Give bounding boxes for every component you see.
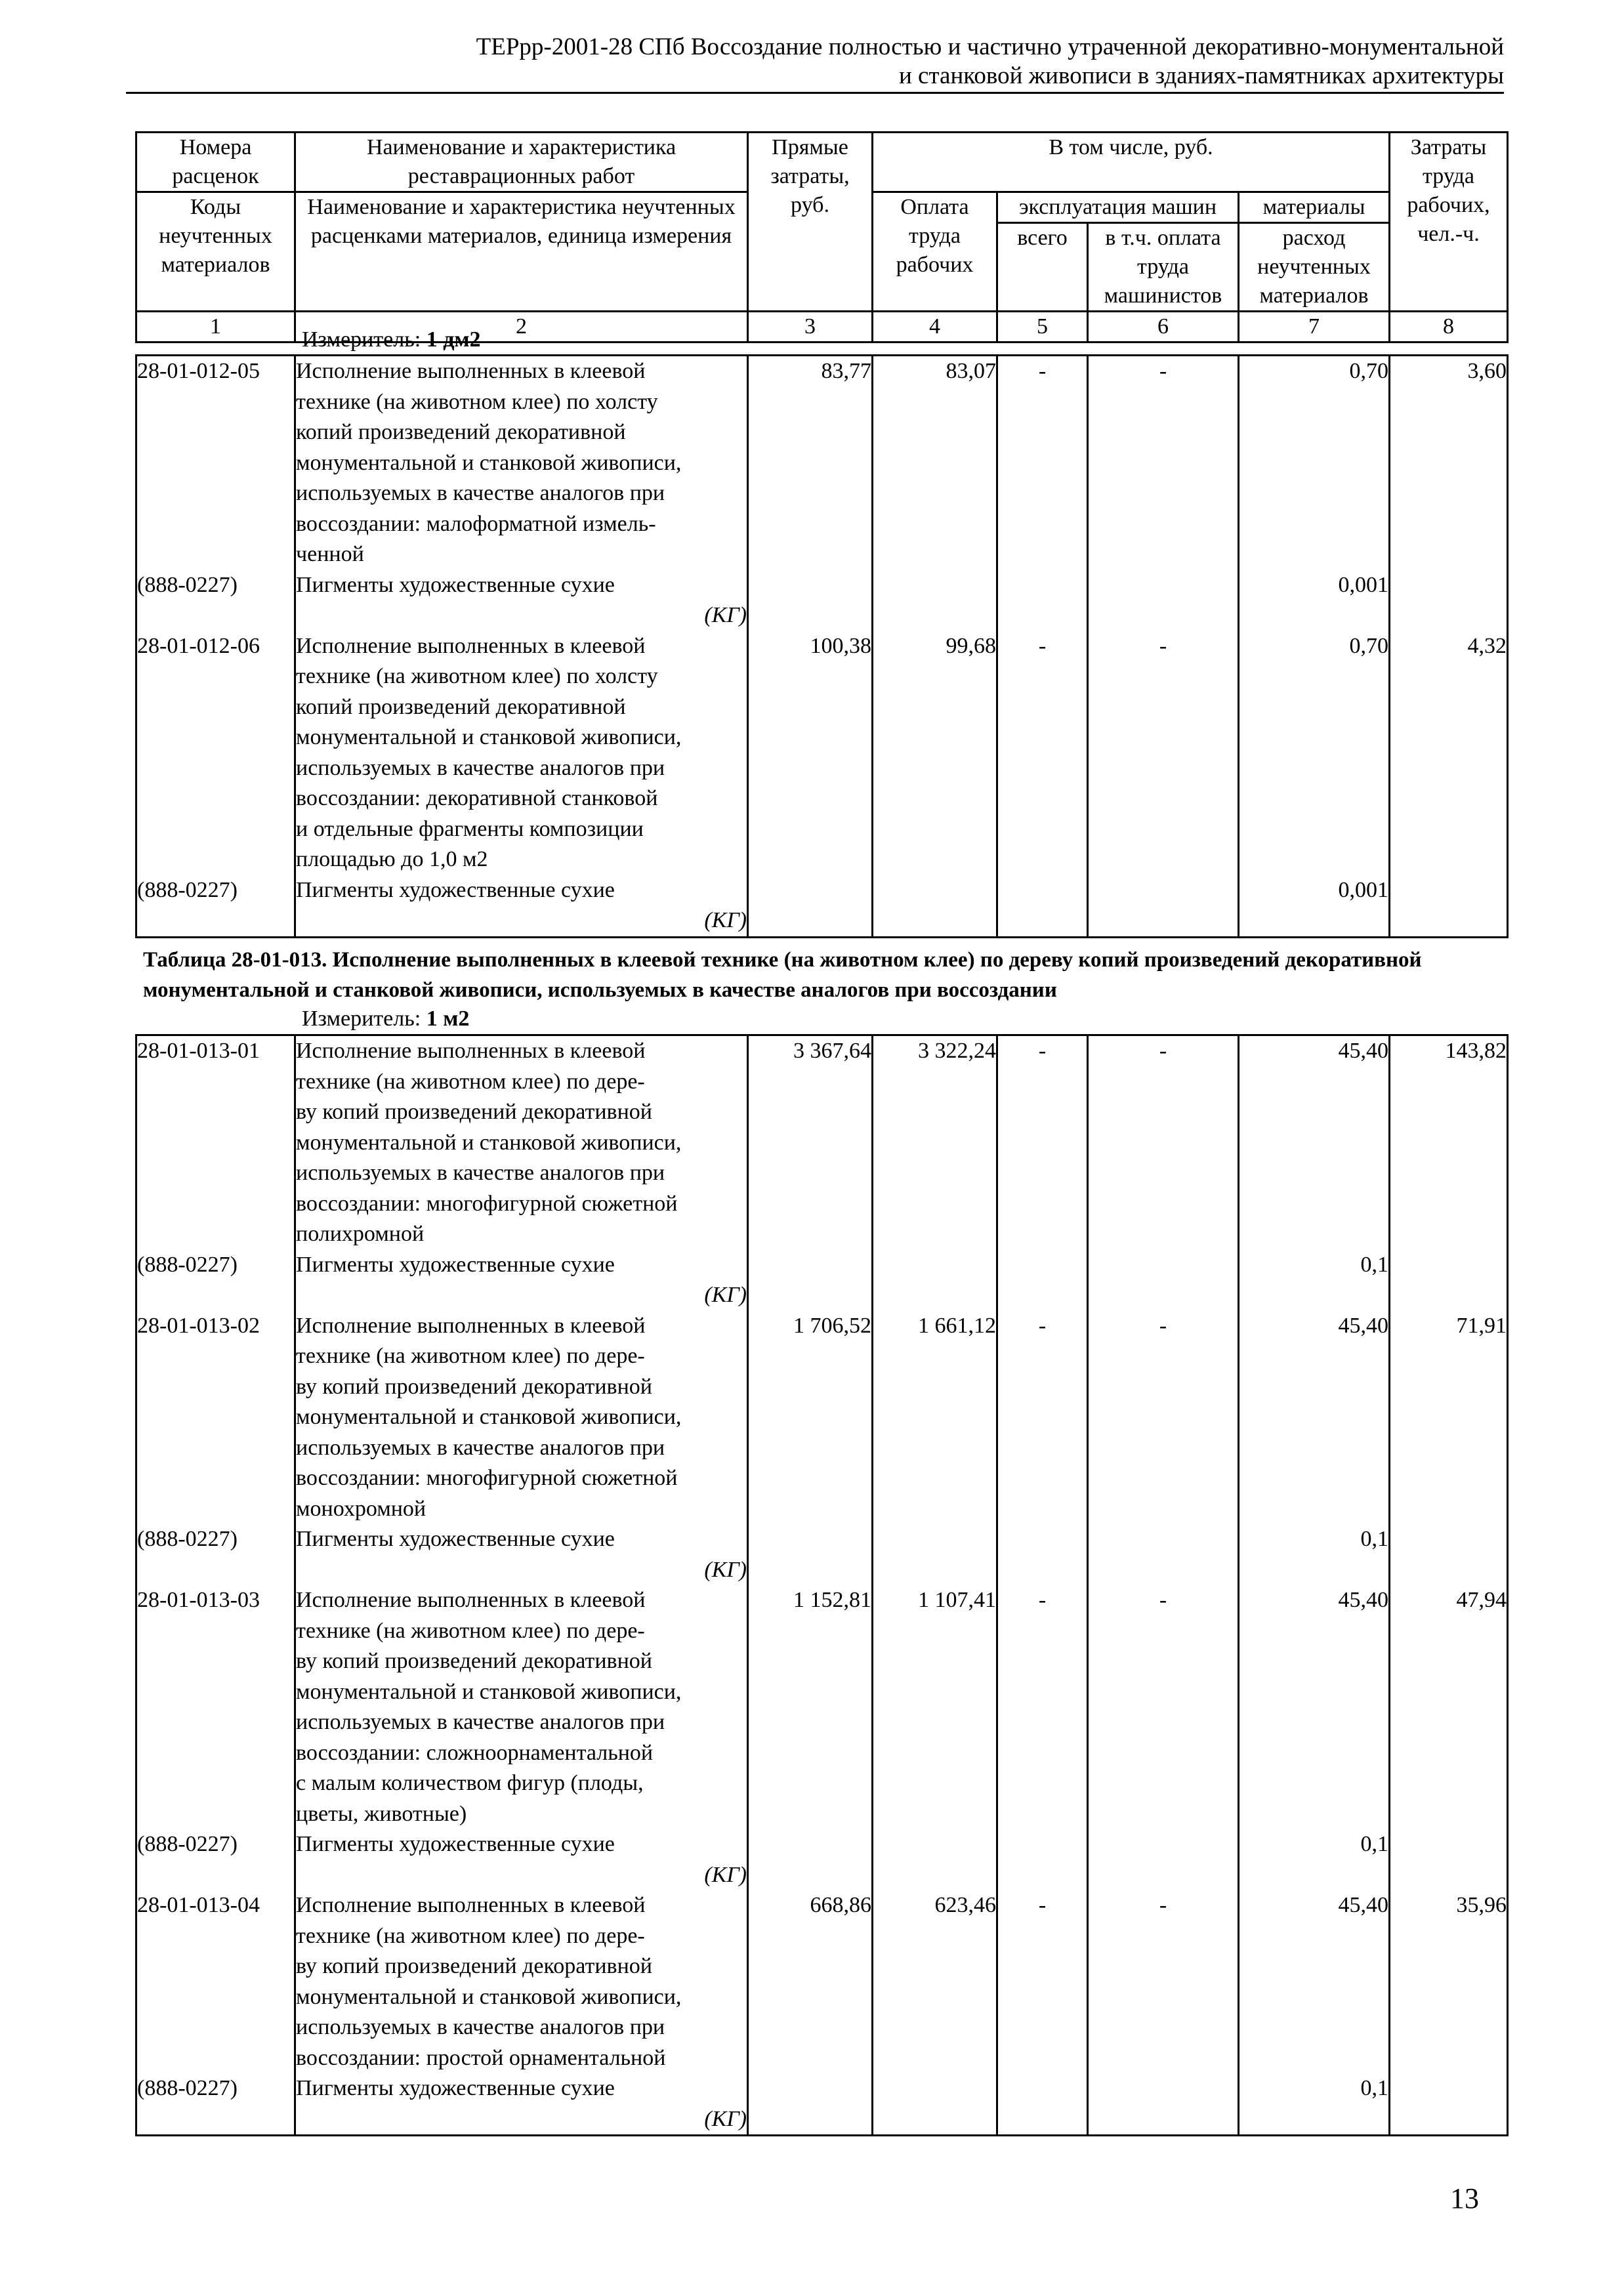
header-material-name: Наименование и характеристика неучтенных расценками материалов, единица измерения [295, 192, 748, 312]
header-line-2: и станковой живописи в зданиях-памятниках архитектуры [898, 62, 1504, 89]
description-line: технике (на животном клее) по холсту [296, 389, 658, 414]
description-line: технике (на животном клее) по дере- [296, 1069, 645, 1094]
material-name-cell [295, 2073, 748, 2136]
empty-cell [748, 1250, 873, 1311]
worker-pay: 83,07 [873, 356, 997, 570]
empty-cell [997, 1524, 1088, 1585]
empty-cell [997, 570, 1088, 631]
rate-row [136, 1585, 1508, 1829]
empty-cell [873, 1829, 997, 1890]
direct-cost: 1 706,52 [748, 1311, 873, 1525]
column-number: 4 [873, 312, 997, 343]
empty-cell [1390, 570, 1508, 631]
work-description [295, 356, 748, 570]
material-code: (888-0227) [136, 2073, 295, 2136]
empty-cell [748, 2073, 873, 2136]
labor-hours: 35,96 [1390, 1890, 1508, 2073]
material-name-cell [295, 1829, 748, 1890]
empty-cell [997, 875, 1088, 938]
empty-cell [748, 1524, 873, 1585]
material-name: Пигменты художественные сухие [296, 2076, 615, 2100]
description-line: ву копий произведений декоративной [296, 1649, 652, 1673]
machinist-pay: - [1088, 1890, 1239, 2073]
worker-pay: 1 107,41 [873, 1585, 997, 1829]
description-line: воссоздании: многофигурной сюжетной [296, 1191, 678, 1216]
empty-cell [1088, 1829, 1239, 1890]
column-number: 5 [997, 312, 1088, 343]
empty-cell [1088, 570, 1239, 631]
worker-pay: 3 322,24 [873, 1035, 997, 1250]
material-quantity: 0,1 [1239, 1524, 1390, 1585]
header-including: В том числе, руб. [873, 133, 1390, 192]
description-line: используемых в качестве аналогов при [296, 1710, 665, 1734]
column-header-table [135, 131, 1509, 343]
material-row [136, 570, 1508, 631]
description-line: ву копий произведений декоративной [296, 1100, 652, 1124]
direct-cost: 3 367,64 [748, 1035, 873, 1250]
machinist-pay: - [1088, 1035, 1239, 1250]
description-line: Исполнение выполненных в клеевой [296, 1039, 646, 1063]
material-unit: (КГ) [704, 1557, 747, 1582]
description-line: копий произведений декоративной [296, 694, 626, 719]
material-quantity: 0,1 [1239, 1250, 1390, 1311]
description-line: монументальной и станковой живописи, [296, 1130, 682, 1155]
material-name: Пигменты художественные сухие [296, 1832, 615, 1856]
material-quantity: 0,001 [1239, 570, 1390, 631]
empty-cell [873, 2073, 997, 2136]
table-caption: Таблица 28-01-013. Исполнение выполненных в клеевой технике (на животном клее) по дереву копий произведений декоративной монументальной и станковой живописи, используемых в качестве аналогов при воссоздании [143, 948, 1422, 1002]
description-line: площадью до 1,0 м2 [296, 847, 488, 871]
column-number: 7 [1239, 312, 1390, 343]
material-code: (888-0227) [136, 1829, 295, 1890]
material-name: Пигменты художественные сухие [296, 572, 615, 597]
description-line: монохромной [296, 1496, 427, 1521]
header-machinist-pay: в т.ч. оплата труда машинистов [1088, 223, 1239, 312]
description-line: Исполнение выполненных в клеевой [296, 1588, 646, 1612]
description-line: технике (на животном клее) по холсту [296, 664, 658, 688]
description-line: и отдельные фрагменты композиции [296, 816, 644, 841]
material-code: (888-0227) [136, 1250, 295, 1311]
rates-table-013 [135, 1034, 1509, 2136]
rate-code: 28-01-012-05 [136, 356, 295, 570]
direct-cost: 83,77 [748, 356, 873, 570]
rate-code: 28-01-012-06 [136, 631, 295, 875]
description-line: используемых в качестве аналогов при [296, 2015, 665, 2039]
materials-cost: 45,40 [1239, 1585, 1390, 1829]
empty-cell [997, 1829, 1088, 1890]
description-line: Исполнение выполненных в клеевой [296, 359, 646, 383]
material-unit: (КГ) [704, 1862, 747, 1887]
measure-value: 1 м2 [426, 1007, 470, 1031]
description-line: монументальной и станковой живописи, [296, 725, 682, 749]
empty-cell [1390, 1250, 1508, 1311]
machinist-pay: - [1088, 1585, 1239, 1829]
description-line: воссоздании: сложноорнаментальной [296, 1740, 654, 1765]
material-unit: (КГ) [704, 603, 747, 627]
rate-row [136, 1890, 1508, 2073]
empty-cell [997, 1250, 1088, 1311]
column-number: 2 [295, 312, 748, 343]
empty-cell [1390, 875, 1508, 938]
materials-cost: 45,40 [1239, 1890, 1390, 2073]
header-labor-hours: Затраты труда рабочих, чел.-ч. [1390, 133, 1508, 312]
header-direct-costs: Прямые затраты, руб. [748, 133, 873, 312]
description-line: цветы, животные) [296, 1801, 467, 1826]
worker-pay: 99,68 [873, 631, 997, 875]
column-number: 1 [136, 312, 295, 343]
machinist-pay: - [1088, 1311, 1239, 1525]
description-line: монументальной и станковой живописи, [296, 1679, 682, 1704]
page-header [126, 33, 1504, 94]
header-worker-pay: Оплата труда рабочих [873, 192, 997, 312]
description-line: монументальной и станковой живописи, [296, 1405, 682, 1429]
header-machines: эксплуатация машин [997, 192, 1239, 223]
material-code: (888-0227) [136, 1524, 295, 1585]
empty-cell [1088, 1250, 1239, 1311]
material-name-cell [295, 1524, 748, 1585]
labor-hours: 143,82 [1390, 1035, 1508, 1250]
material-row [136, 1829, 1508, 1890]
header-materials: материалы [1239, 192, 1390, 223]
machinist-pay: - [1088, 631, 1239, 875]
rate-code: 28-01-013-04 [136, 1890, 295, 2073]
description-line: воссоздании: малоформатной измель- [296, 511, 656, 536]
material-name-cell [295, 875, 748, 938]
description-line: Исполнение выполненных в клеевой [296, 1313, 646, 1338]
machines-total: - [997, 1890, 1088, 2073]
description-line: технике (на животном клее) по дере- [296, 1923, 645, 1948]
header-rate-numbers: Номера расценок [136, 133, 295, 192]
description-line: воссоздании: декоративной станковой [296, 786, 658, 810]
material-unit: (КГ) [704, 2106, 747, 2131]
work-description [295, 1585, 748, 1829]
materials-cost: 45,40 [1239, 1035, 1390, 1250]
header-machines-total: всего [997, 223, 1088, 312]
rate-code: 28-01-013-02 [136, 1311, 295, 1525]
material-code: (888-0227) [136, 570, 295, 631]
empty-cell [1390, 1829, 1508, 1890]
empty-cell [748, 1829, 873, 1890]
material-row [136, 2073, 1508, 2136]
worker-pay: 1 661,12 [873, 1311, 997, 1525]
machinist-pay: - [1088, 356, 1239, 570]
description-line: воссоздании: многофигурной сюжетной [296, 1466, 678, 1490]
empty-cell [748, 570, 873, 631]
material-name-cell [295, 570, 748, 631]
machines-total: - [997, 1311, 1088, 1525]
measure-value: 1 дм2 [426, 327, 481, 352]
description-line: монументальной и станковой живописи, [296, 1984, 682, 2009]
measure-label: Измеритель: [302, 327, 421, 352]
empty-cell [1088, 1524, 1239, 1585]
measure-unit-2 [302, 1005, 469, 1033]
column-number: 8 [1390, 312, 1508, 343]
labor-hours: 71,91 [1390, 1311, 1508, 1525]
description-line: используемых в качестве аналогов при [296, 755, 665, 780]
labor-hours: 3,60 [1390, 356, 1508, 570]
description-line: ченной [296, 542, 364, 566]
empty-cell [1088, 2073, 1239, 2136]
description-line: Исполнение выполненных в клеевой [296, 1893, 646, 1917]
empty-cell [873, 570, 997, 631]
labor-hours: 47,94 [1390, 1585, 1508, 1829]
empty-cell [997, 2073, 1088, 2136]
rate-row [136, 1035, 1508, 1250]
description-line: ву копий произведений декоративной [296, 1954, 652, 1978]
description-line: технике (на животном клее) по дере- [296, 1618, 645, 1643]
material-name: Пигменты художественные сухие [296, 877, 615, 902]
direct-cost: 1 152,81 [748, 1585, 873, 1829]
empty-cell [873, 1250, 997, 1311]
rate-row [136, 356, 1508, 570]
measure-unit-1 [302, 325, 481, 354]
machines-total: - [997, 1585, 1088, 1829]
description-line: технике (на животном клее) по дере- [296, 1344, 645, 1368]
work-description [295, 1035, 748, 1250]
empty-cell [748, 875, 873, 938]
header-material-consumption: расход неучтенных материалов [1239, 223, 1390, 312]
direct-cost: 100,38 [748, 631, 873, 875]
machines-total: - [997, 631, 1088, 875]
header-work-name: Наименование и характеристика реставрационных работ [295, 133, 748, 192]
material-quantity: 0,001 [1239, 875, 1390, 938]
description-line: монументальной и станковой живописи, [296, 450, 682, 475]
material-quantity: 0,1 [1239, 2073, 1390, 2136]
empty-cell [1390, 2073, 1508, 2136]
material-code: (888-0227) [136, 875, 295, 938]
description-line: копий произведений декоративной [296, 420, 626, 444]
material-unit: (КГ) [704, 1283, 747, 1307]
description-line: с малым количеством фигур (плоды, [296, 1771, 644, 1795]
description-line: воссоздании: простой орнаментальной [296, 2045, 666, 2070]
description-line: ву копий произведений декоративной [296, 1374, 652, 1399]
material-name: Пигменты художественные сухие [296, 1527, 615, 1551]
material-name-cell [295, 1250, 748, 1311]
materials-cost: 0,70 [1239, 356, 1390, 570]
empty-cell [873, 875, 997, 938]
material-row [136, 1250, 1508, 1311]
description-line: используемых в качестве аналогов при [296, 1435, 665, 1460]
empty-cell [1088, 875, 1239, 938]
rate-code: 28-01-013-01 [136, 1035, 295, 1250]
machines-total: - [997, 1035, 1088, 1250]
material-quantity: 0,1 [1239, 1829, 1390, 1890]
work-description [295, 1311, 748, 1525]
description-line: Исполнение выполненных в клеевой [296, 633, 646, 658]
description-line: полихромной [296, 1222, 425, 1246]
materials-cost: 45,40 [1239, 1311, 1390, 1525]
empty-cell [1390, 1524, 1508, 1585]
page-number: 13 [1450, 2182, 1479, 2214]
worker-pay: 623,46 [873, 1890, 997, 2073]
rate-row [136, 631, 1508, 875]
description-line: используемых в качестве аналогов при [296, 481, 665, 505]
header-line-1: ТЕРрр-2001-28 СПб Воссоздание полностью и частично утраченной декоративно-монументальной [476, 33, 1504, 60]
material-row [136, 875, 1508, 938]
material-row [136, 1524, 1508, 1585]
header-material-codes: Коды неучтенных материалов [136, 192, 295, 312]
measure-label: Измеритель: [302, 1007, 421, 1031]
column-number: 6 [1088, 312, 1239, 343]
material-name: Пигменты художественные сухие [296, 1252, 615, 1277]
description-line: используемых в качестве аналогов при [296, 1161, 665, 1185]
materials-cost: 0,70 [1239, 631, 1390, 875]
rate-code: 28-01-013-03 [136, 1585, 295, 1829]
machines-total: - [997, 356, 1088, 570]
empty-cell [873, 1524, 997, 1585]
column-number: 3 [748, 312, 873, 343]
labor-hours: 4,32 [1390, 631, 1508, 875]
rates-table-012 [135, 354, 1509, 938]
material-unit: (КГ) [704, 908, 747, 932]
work-description [295, 631, 748, 875]
work-description [295, 1890, 748, 2073]
direct-cost: 668,86 [748, 1890, 873, 2073]
rate-row [136, 1311, 1508, 1525]
